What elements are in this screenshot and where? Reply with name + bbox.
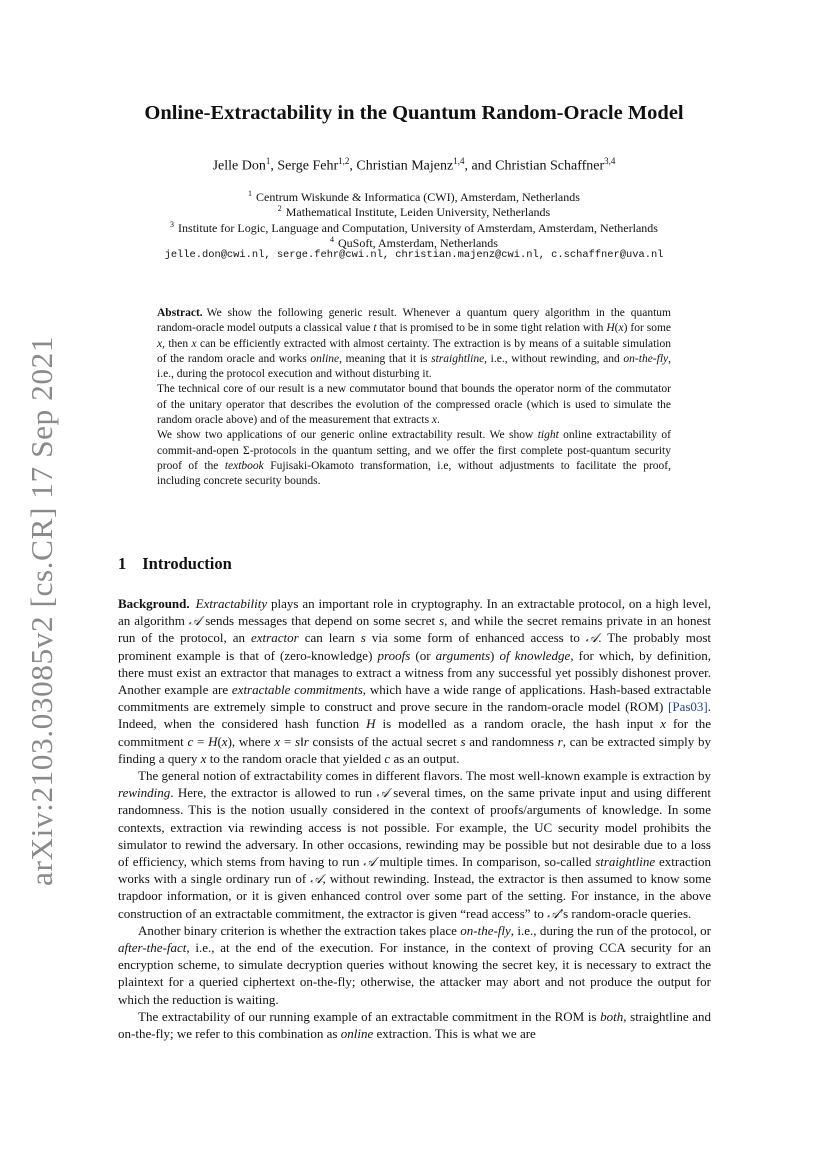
body-run: arguments bbox=[435, 647, 491, 663]
body-run: and randomness bbox=[465, 733, 558, 749]
body-run: 𝒜 bbox=[310, 871, 323, 887]
author-affiliation-mark: 1,4 bbox=[453, 156, 465, 166]
affiliation-number: 4 bbox=[330, 235, 334, 244]
body-run: extractor bbox=[251, 630, 299, 646]
body-run: ( bbox=[217, 733, 222, 749]
body-run: , straightline and on-the-fly; we refer to this combination as bbox=[118, 1008, 712, 1042]
body-run: 𝒜 bbox=[376, 785, 389, 801]
abstract-run: straightline bbox=[431, 352, 485, 365]
abstract-run: . bbox=[437, 414, 440, 427]
body-run: H bbox=[208, 733, 218, 749]
body-run: x bbox=[274, 733, 281, 749]
abstract-run: online bbox=[310, 352, 340, 365]
abstract-paragraph-3 bbox=[157, 428, 671, 489]
abstract-run: that is promised to be in some tight relation with bbox=[376, 322, 607, 335]
body-run: , without rewinding. Instead, the extractor is then assumed to know some trapdoor information, or it is given enhanced control over some part of the setting. For instance, in the above construction of an extractable commitment, the extractor is given “read access” to bbox=[118, 871, 711, 921]
body-run: 𝒜 bbox=[188, 613, 202, 629]
body-run: = bbox=[280, 733, 296, 749]
body-run: , i.e., at the end of the execution. For instance, in the context of proving CCA security for an encryption scheme, to simulate decryption queries without knowing the secret key, it is necessary to extract the plaintext for a queried ciphertext on-the-fly; otherwise, the attacker may abort and not produce the output for which the reduction is waiting. bbox=[118, 940, 711, 1007]
body-run: plays an important role in cryptography. In an extractable protocol, on a high level, an algorithm bbox=[118, 596, 711, 629]
abstract-run: , i.e., during the protocol execution and without disturbing it. bbox=[157, 352, 671, 381]
body-run: online bbox=[340, 1026, 374, 1042]
abstract-run: online extractability of commit-and-open Σ-protocols in the quantum setting, and we offer the first complete post-quantum security proof of the bbox=[157, 429, 671, 472]
arxiv-stamp-text: arXiv:2103.03085v2 [cs.CR] 17 Sep 2021 bbox=[24, 343, 59, 886]
abstract-run: x bbox=[431, 414, 438, 427]
abstract bbox=[157, 306, 671, 490]
body-run: multiple times. In comparison, so-called bbox=[375, 854, 596, 870]
body-run: s bbox=[360, 630, 366, 646]
affiliation-text: Centrum Wiskunde & Informatica (CWI), Amsterdam, Netherlands bbox=[256, 190, 580, 204]
affiliation-text: Institute for Logic, Language and Computation, University of Amsterdam, Amsterdam, Netherlands bbox=[178, 221, 658, 235]
abstract-paragraph-2 bbox=[157, 382, 671, 428]
body-run: , i.e., during the run of the protocol, or bbox=[510, 922, 711, 938]
body-run: c bbox=[187, 733, 194, 749]
body-run: , can be extracted simply by finding a query bbox=[118, 733, 711, 766]
abstract-run: Fujisaki-Okamoto transformation, i.e, without adjustments to facilitate the proof, including concrete security bounds. bbox=[157, 459, 671, 488]
body-text bbox=[118, 595, 711, 1042]
body-run: 𝒜 bbox=[585, 630, 599, 646]
body-run: , which have a wide range of applications. Hash-based extractable commitments are extremely simple to construct and prove secure in the random-oracle model (ROM) bbox=[118, 682, 711, 715]
body-run: = bbox=[193, 733, 209, 749]
body-run: . Indeed, when the considered hash function bbox=[118, 699, 711, 732]
section-heading bbox=[118, 554, 232, 574]
body-run: x bbox=[660, 716, 666, 732]
abstract-run: , meaning that it is bbox=[339, 352, 432, 365]
abstract-run: tight bbox=[537, 429, 559, 442]
citation-link[interactable]: [Pas03] bbox=[668, 699, 708, 715]
body-run: straightline bbox=[595, 854, 656, 870]
abstract-run: , i.e., without rewinding, and bbox=[484, 352, 624, 365]
body-run: s bbox=[460, 733, 466, 749]
affiliation-text: Mathematical Institute, Leiden University, Netherlands bbox=[285, 205, 551, 219]
body-paragraph bbox=[118, 1008, 711, 1042]
abstract-run: ( bbox=[614, 322, 619, 335]
abstract-run: x bbox=[618, 322, 624, 335]
body-run: r bbox=[303, 733, 309, 749]
body-run: . Here, the extractor is allowed to run bbox=[170, 785, 377, 801]
body-run: for the commitment bbox=[118, 716, 711, 749]
body-run: c bbox=[384, 750, 391, 766]
body-run: Another binary criterion is whether the extraction takes place bbox=[138, 922, 461, 938]
body-run: . The probably most prominent example is that of (zero-knowledge) bbox=[118, 630, 711, 663]
abstract-run: x bbox=[191, 337, 197, 350]
affiliation-number: 3 bbox=[170, 220, 175, 229]
body-run: 𝒜 bbox=[547, 905, 560, 921]
body-run: ’s random-oracle queries. bbox=[559, 905, 692, 921]
author-separator: , and bbox=[464, 158, 496, 174]
body-run: x bbox=[221, 733, 228, 749]
abstract-run: on-the-fly bbox=[623, 352, 669, 365]
body-run: several times, on the same private input and using different randomness. This is the notion usually considered in the context of proofs/arguments of knowledge. In some contexts, extraction via rewinding access is not possible. For example, the UC security model prohibits the simulator to rewind the adversary. In other occasions, rewinding may be possible but not desirable due to a loss of efficiency, which stems from having to run bbox=[118, 785, 711, 870]
section-title: Introduction bbox=[142, 554, 232, 573]
section-number: 1 bbox=[118, 554, 127, 573]
body-run: Extractability bbox=[195, 596, 268, 611]
body-run: s bbox=[295, 733, 301, 749]
abstract-run: We show the following generic result. Whenever a quantum query algorithm in the quantum random-oracle model outputs a classical value bbox=[157, 307, 671, 335]
affiliation-text: QuSoft, Amsterdam, Netherlands bbox=[338, 236, 498, 250]
paragraph-heading: Background. bbox=[118, 596, 190, 611]
body-run: ‖ bbox=[300, 733, 304, 749]
abstract-run: ) for some bbox=[623, 322, 672, 335]
body-run: of knowledge bbox=[499, 647, 571, 663]
body-paragraph bbox=[118, 767, 711, 922]
author-separator: , bbox=[349, 158, 357, 174]
abstract-label: Abstract. bbox=[157, 307, 203, 319]
abstract-paragraph-1 bbox=[157, 306, 671, 382]
body-run: s bbox=[439, 613, 445, 629]
body-run: ), where bbox=[227, 733, 275, 749]
affiliation-number: 2 bbox=[277, 204, 282, 213]
body-run: 𝒜 bbox=[363, 854, 376, 870]
author-separator: , bbox=[270, 158, 278, 174]
body-run: after-the-fact bbox=[118, 940, 187, 956]
body-run: rewinding bbox=[118, 785, 171, 801]
body-run: proofs bbox=[377, 647, 411, 663]
author-list bbox=[100, 156, 728, 175]
author-affiliation-mark: 3,4 bbox=[604, 156, 616, 166]
body-run: to the random oracle that yielded bbox=[206, 750, 385, 766]
author-name: Serge Fehr bbox=[277, 158, 339, 174]
body-run: is modelled as a random oracle, the hash input bbox=[375, 716, 661, 732]
body-run: (or bbox=[410, 647, 436, 663]
body-run: The general notion of extractability comes in different flavors. The most well-known example is extraction by bbox=[138, 768, 711, 784]
paper-title: Online-Extractability in the Quantum Random-Oracle Model bbox=[144, 102, 684, 124]
body-run: x bbox=[200, 750, 207, 766]
body-run: extractable commitments bbox=[231, 682, 363, 698]
abstract-run: , then bbox=[162, 337, 192, 350]
body-paragraph bbox=[118, 595, 711, 767]
body-run: extraction. This is what we are bbox=[373, 1026, 536, 1042]
author-emails: jelle.don@cwi.nl, serge.fehr@cwi.nl, christian.majenz@cwi.nl, c.schaffner@uva.nl bbox=[164, 249, 664, 261]
author-name: Christian Majenz bbox=[356, 158, 454, 174]
body-run: both bbox=[600, 1008, 624, 1024]
body-run: ) bbox=[490, 647, 500, 663]
author-name: Jelle Don bbox=[212, 158, 266, 174]
abstract-run: t bbox=[373, 322, 377, 335]
abstract-run: x bbox=[157, 337, 163, 350]
body-run: r bbox=[557, 733, 563, 749]
body-run: via some form of enhanced access to bbox=[365, 630, 586, 646]
author-name: Christian Schaffner bbox=[495, 158, 605, 174]
body-run: sends messages that depend on some secret bbox=[201, 613, 440, 629]
abstract-run: The technical core of our result is a new commutator bound that bounds the operator norm of the commutator of the unitary operator that describes the evolution of the compressed oracle (which is used to simulate the random oracle above) and of the measurement that extracts bbox=[157, 383, 671, 427]
author-affiliation-mark: 1 bbox=[265, 156, 271, 166]
body-run: can learn bbox=[298, 630, 361, 646]
abstract-run: can be efficiently extracted with almost certainty. The extraction is by means of a suitable simulation of the random oracle and works bbox=[157, 337, 671, 365]
body-run: consists of the actual secret bbox=[308, 733, 461, 749]
body-paragraph bbox=[118, 922, 711, 1008]
body-run: , and while the secret remains private in an honest run of the protocol, an bbox=[118, 613, 711, 646]
affiliation-number: 1 bbox=[248, 189, 253, 198]
body-run: , for which, by definition, there must exist an extractor that manages to extract a witness from any successful yet possibly dishonest prover. Another example are bbox=[118, 647, 711, 698]
author-affiliation-mark: 1,2 bbox=[338, 156, 350, 166]
body-run: on-the-fly bbox=[460, 922, 511, 938]
body-run: H bbox=[366, 716, 376, 732]
abstract-run: H bbox=[606, 322, 615, 335]
body-run: as an output. bbox=[390, 750, 460, 766]
abstract-run: We show two applications of our generic online extractability result. We show bbox=[157, 429, 538, 442]
body-run: extraction works with a single ordinary run of bbox=[118, 854, 711, 887]
body-run: The extractability of our running example of an extractable commitment in the ROM is bbox=[138, 1008, 601, 1024]
arxiv-stamp bbox=[14, 330, 64, 890]
abstract-run: textbook bbox=[224, 459, 264, 472]
